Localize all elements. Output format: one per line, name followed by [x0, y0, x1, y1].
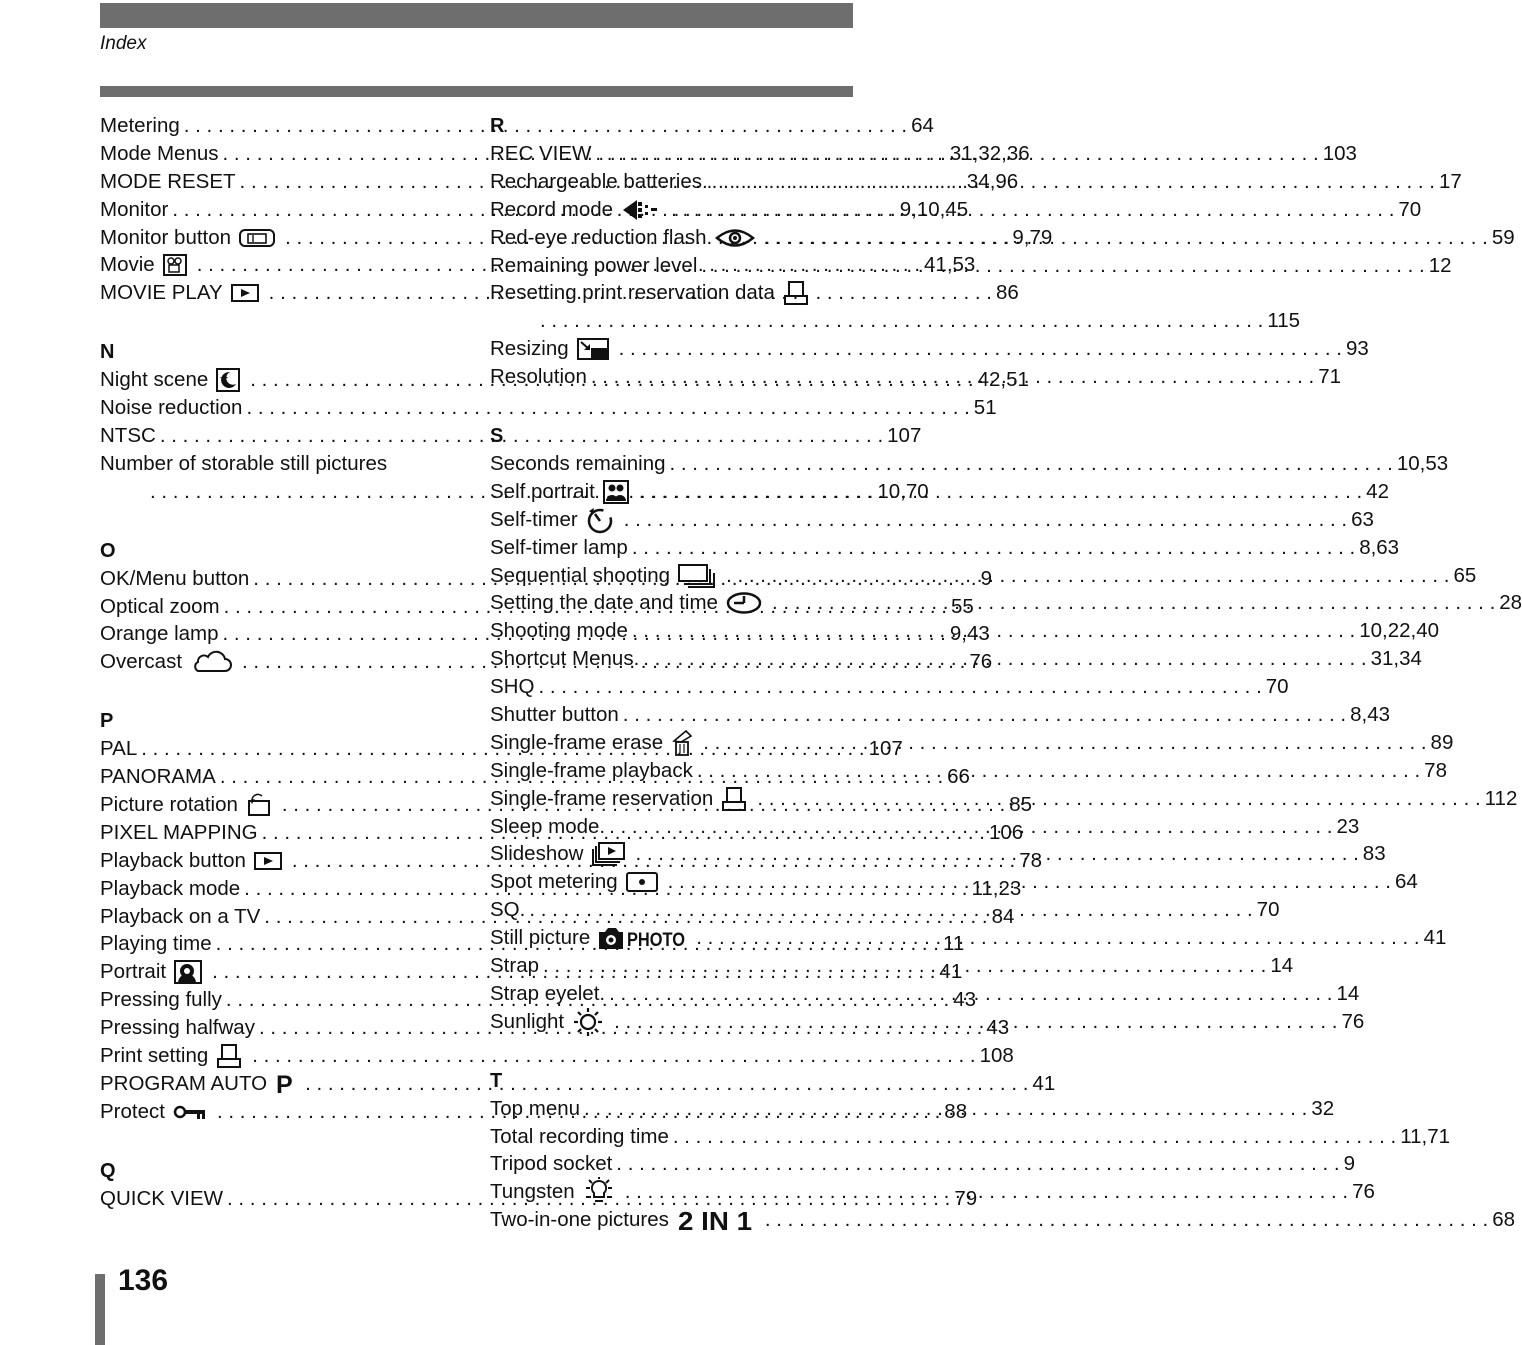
entry-term: Sequential shooting: [490, 563, 671, 587]
entry-pages: 10,53: [1396, 451, 1449, 475]
index-entry: [490, 1206, 1516, 1237]
entry-pages: 11,71: [1400, 1124, 1451, 1148]
entry-term: Single-frame playback: [490, 758, 693, 782]
section-letter: Q: [100, 1159, 116, 1182]
index-entry: [490, 701, 1391, 729]
entry-pages: 107: [887, 423, 922, 447]
entry-term: Night scene: [100, 368, 209, 392]
dot-leader: [538, 673, 1261, 701]
dot-leader: [584, 1095, 1307, 1123]
entry-pages: 34,96: [966, 169, 1019, 193]
dot-leader: [624, 506, 1347, 534]
entry-pages: 8,43: [1350, 702, 1391, 726]
entry-term: Monitor: [100, 197, 169, 221]
entry-pages: 106: [988, 820, 1024, 844]
entry-term: Resizing: [490, 337, 569, 361]
index-entry: [490, 534, 1400, 562]
entry-term: Total recording time: [490, 1124, 669, 1148]
entry-pages: 31,32,36: [949, 141, 1030, 165]
entry-term: QUICK VIEW: [100, 1186, 224, 1210]
dot-leader: [595, 140, 1318, 168]
monitor-button-icon: [239, 228, 275, 248]
entry-pages: 14: [1270, 954, 1294, 977]
index-entry: [490, 279, 853, 307]
entry-term: MODE RESET: [100, 169, 236, 193]
print-icon: [721, 786, 747, 812]
index-entry: [490, 335, 1369, 363]
page-number-bar: [95, 1274, 105, 1345]
entry-term: Monitor button: [100, 225, 232, 249]
dot-leader: [540, 307, 1263, 335]
entry-term: Tripod socket: [490, 1152, 613, 1176]
movie-icon: [163, 254, 187, 276]
entry-pages: 89: [1430, 730, 1454, 754]
entry-pages: 71: [1318, 365, 1342, 389]
svg-text:P: P: [276, 1070, 293, 1099]
entry-term: Shutter button: [490, 702, 619, 726]
dot-leader: [697, 757, 1420, 785]
entry-term: PAL: [100, 737, 138, 761]
entry-term: Slideshow: [490, 842, 584, 866]
entry-pages: 78: [1019, 848, 1043, 872]
entry-pages: 31,34: [1370, 647, 1422, 671]
dot-leader: [609, 980, 1332, 1008]
entry-term: Number of storable still pictures: [100, 451, 388, 475]
entry-term: Self portrait: [490, 479, 595, 503]
section-letter: R: [490, 115, 505, 137]
index-entry: [100, 422, 922, 450]
entry-term: Sleep mode.: [490, 814, 606, 838]
entry-term: Strap: [490, 954, 539, 977]
spot-metering-icon: [626, 872, 658, 892]
entry-pages: 23: [1336, 814, 1360, 838]
entry-pages: 63: [1351, 507, 1374, 531]
entry-pages: 70: [1256, 898, 1280, 922]
entry-pages: 115: [1267, 309, 1301, 333]
entry-pages: 9: [980, 566, 993, 590]
entry-pages: 41: [1032, 1071, 1056, 1095]
self-portrait-icon: [603, 480, 629, 504]
entry-term: Setting the date and time: [490, 591, 718, 615]
entry-term: Portrait: [100, 960, 167, 984]
entry-pages: 9,43: [949, 622, 990, 646]
entry-term: Two-in-one pictures: [490, 1208, 669, 1232]
entry-pages: 14: [1336, 981, 1360, 1005]
entry-pages: 88: [944, 1099, 968, 1123]
entry-term: Still picture: [490, 926, 591, 950]
dot-leader: [765, 224, 1488, 252]
dot-leader: [643, 645, 1366, 673]
entry-term: PROGRAM AUTO: [100, 1071, 268, 1095]
entry-pages: 43: [986, 1016, 1010, 1040]
entry-pages: 86: [996, 281, 1019, 305]
play-icon: [231, 284, 259, 302]
entry-pages: 64: [911, 113, 934, 137]
entry-term: Single-frame reservation: [490, 786, 714, 810]
entry-term: Optical zoom: [100, 594, 220, 618]
entry-pages: 108: [979, 1044, 1014, 1067]
entry-term: OK/Menu button: [100, 566, 250, 590]
entry-pages: 76: [1341, 1009, 1365, 1033]
svg-text:PHOTO: PHOTO: [627, 930, 686, 952]
entry-term: Shortcut Menus.: [490, 647, 640, 671]
rotate-icon: [246, 793, 272, 817]
dot-leader: [765, 1206, 1488, 1234]
header-rule: [100, 86, 853, 97]
entry-term: Playing time: [100, 932, 212, 956]
section-letter: P: [100, 710, 114, 733]
svg-text:2 IN 1: 2 IN 1: [677, 1206, 752, 1237]
entry-term: Top menu: [490, 1096, 581, 1120]
entry-pages: 11,23: [971, 876, 1022, 900]
entry-term: Record mode: [490, 197, 614, 221]
dot-leader: [726, 562, 1449, 590]
dot-leader: [712, 168, 1435, 196]
entry-term: Self-timer: [490, 507, 578, 531]
index-entry: [100, 450, 463, 478]
dot-leader: [701, 252, 1424, 280]
entry-pages: 8,63: [1359, 535, 1400, 559]
entry-term: SQ.: [490, 898, 526, 922]
entry-pages: 42,51: [977, 368, 1029, 392]
entry-pages: 59: [1491, 225, 1515, 249]
dot-leader: [635, 840, 1358, 868]
entry-pages: 51: [973, 396, 997, 420]
entry-term: Picture rotation: [100, 792, 238, 816]
section-letter: T: [490, 1069, 503, 1092]
dot-leader: [591, 363, 1314, 391]
dot-leader: [670, 450, 1393, 478]
entry-pages: 32: [1311, 1096, 1335, 1120]
index-entry: [490, 1123, 1451, 1151]
entry-term: Resetting print reservation data: [490, 281, 775, 305]
sequential-icon: [678, 564, 716, 588]
dot-leader: [668, 868, 1391, 896]
slideshow-icon: [591, 842, 625, 866]
entry-term: Sunlight: [490, 1009, 565, 1033]
print-icon: [783, 280, 809, 306]
entry-pages: 28: [1499, 591, 1522, 615]
index-entry: [100, 1042, 1014, 1070]
header-title: Index: [100, 33, 147, 54]
entry-pages: 41,53: [924, 253, 976, 277]
entry-term: Print setting: [100, 1044, 209, 1067]
index-entry: [490, 450, 1449, 478]
entry-term: MOVIE PLAY: [100, 281, 223, 305]
dot-leader: [616, 1150, 1339, 1178]
entry-term: Rechargeable batteries.: [490, 169, 708, 193]
entry-term: Orange lamp: [100, 622, 219, 646]
entry-term: SHQ: [490, 675, 535, 699]
index-entry: [100, 394, 997, 422]
entry-pages: 84: [991, 904, 1015, 928]
entry-pages: 76: [969, 650, 993, 674]
entry-term: Self-timer lamp: [490, 535, 628, 559]
entry-term: Seconds remaining: [490, 451, 666, 475]
tungsten-icon: [583, 1177, 615, 1207]
section-letter: S: [490, 425, 504, 448]
two-in-one-icon: [677, 1206, 755, 1237]
entry-term: Playback button: [100, 848, 246, 872]
entry-pages: 70: [1398, 197, 1422, 221]
entry-pages: 42: [1366, 479, 1389, 503]
entry-pages: 64: [1394, 870, 1418, 894]
dot-leader: [619, 335, 1342, 363]
program-p-icon: [275, 1070, 295, 1099]
dot-leader: [639, 478, 1362, 506]
entry-pages: 41: [1423, 926, 1447, 950]
entry-pages: 112: [1484, 786, 1518, 810]
entry-term: Strap eyelet.: [490, 981, 606, 1005]
entry-pages: 70: [1265, 675, 1289, 699]
entry-term: Remaining power level: [490, 253, 698, 277]
dot-leader: [703, 729, 1426, 757]
entry-pages: 107: [868, 737, 903, 761]
portrait-icon: [174, 960, 202, 984]
entry-term: Playback on a TV: [100, 904, 261, 928]
cloud-icon: [190, 650, 232, 674]
entry-term: Playback mode: [100, 876, 241, 900]
entry-term: Tungsten: [490, 1180, 575, 1204]
dot-leader: [632, 617, 1355, 645]
print-icon: [216, 1043, 242, 1069]
index-entry: [490, 673, 1289, 701]
entry-pages: 9: [1343, 1152, 1356, 1176]
clock-icon: [726, 592, 762, 614]
entry-term: Mode Menus: [100, 141, 219, 165]
key-icon: [173, 1104, 207, 1120]
entry-term: Overcast: [100, 650, 183, 674]
dot-leader: [543, 952, 1266, 980]
entry-pages: 103: [1322, 141, 1357, 165]
entry-pages: 10,70: [877, 479, 929, 503]
page-number: 136: [118, 1264, 169, 1297]
entry-pages: 43: [953, 988, 977, 1012]
entry-term: Movie: [100, 253, 155, 277]
entry-pages: 41: [939, 960, 963, 984]
index-entry: [100, 112, 934, 140]
dot-leader: [696, 924, 1419, 952]
play-icon: [254, 852, 282, 870]
entry-pages: 65: [1453, 563, 1477, 587]
night-scene-icon: [216, 368, 240, 392]
entry-pages: 93: [1345, 337, 1369, 361]
dot-leader: [625, 1178, 1348, 1206]
index-entry: [490, 1151, 1356, 1179]
entry-pages: 78: [1424, 758, 1447, 782]
entry-term: NTSC: [100, 423, 156, 447]
dot-leader: [632, 534, 1355, 562]
index-entry: [490, 562, 1477, 590]
entry-term: Shooting mode: [490, 619, 628, 643]
eye-icon: [715, 227, 755, 249]
entry-pages: 79: [954, 1186, 978, 1210]
entry-term: Protect: [100, 1099, 165, 1123]
entry-pages: 66: [947, 765, 970, 789]
entry-term: Red-eye reduction flash: [490, 225, 707, 249]
entry-pages: 83: [1362, 842, 1386, 866]
entry-term: Pressing fully: [100, 988, 222, 1012]
entry-pages: 68: [1492, 1208, 1516, 1232]
entry-pages: 76: [1352, 1180, 1375, 1204]
entry-pages: 9,79: [1012, 225, 1053, 249]
entry-term: PIXEL MAPPING: [100, 820, 258, 844]
erase-icon: [671, 730, 693, 756]
entry-term: PANORAMA: [100, 765, 216, 789]
entry-pages: 10,22,40: [1359, 619, 1440, 643]
entry-pages: 9,10,45: [899, 197, 969, 221]
entry-term: Spot metering: [490, 870, 618, 894]
dot-leader: [671, 196, 1394, 224]
section-letter: N: [100, 341, 115, 364]
entry-term: Noise reduction: [100, 396, 243, 420]
index-entry: [100, 1070, 1056, 1099]
dot-leader: [623, 701, 1346, 729]
entry-term: Metering: [100, 113, 180, 137]
entry-term: Single-frame erase: [490, 730, 664, 754]
entry-pages: 85: [1009, 792, 1033, 816]
entry-term: REC VIEW: [490, 141, 592, 165]
section-letter: O: [100, 539, 116, 562]
dot-leader: [529, 896, 1252, 924]
dot-leader: [673, 1123, 1396, 1151]
entry-term: Resolution: [490, 365, 587, 389]
dot-leader: [614, 1008, 1337, 1036]
camera-photo-icon: [598, 925, 686, 951]
self-timer-icon: [586, 506, 614, 534]
entry-pages: 11: [943, 932, 965, 956]
dot-leader: [772, 589, 1495, 617]
dot-leader: [609, 813, 1332, 841]
header-bar: [100, 3, 853, 28]
dot-leader: [757, 785, 1480, 813]
entry-term: Pressing halfway: [100, 1016, 255, 1040]
record-mode-icon: [621, 198, 661, 222]
entry-pages: 12: [1428, 253, 1452, 277]
entry-pages: 55: [950, 594, 974, 618]
entry-pages: 17: [1439, 169, 1462, 193]
sun-icon: [572, 1007, 604, 1037]
index-entry: [490, 506, 1374, 534]
resize-icon: [577, 338, 609, 360]
index-entry: [490, 307, 1301, 335]
